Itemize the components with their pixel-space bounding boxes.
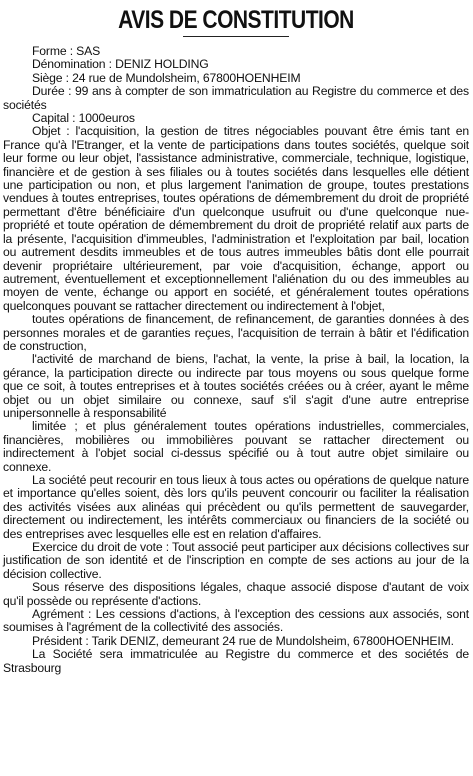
paragraph-limitee: limitée ; et plus généralement toutes opérations industrielles, commerciales, financières, mobilières ou immobilières pouvant se rattacher directement ou indirectement à l'objet social ci-dessus spécifié ou à tout autre objet similaire ou connexe. <box>3 419 469 474</box>
paragraph-forme: Forme : SAS <box>32 44 101 58</box>
paragraph-objet: Objet : l'acquisition, la gestion de titres négociables pouvant être émis tant en France qu'à l'Etranger, et la vente de participations dans toutes sociétés, quelque soit leur forme ou leur objet, l'assistance administrative, commerciale, technique, logistique, financière et de gestion à ses filiales ou à toutes sociétés dans lesquelles elle détient une participation ou non, et plus largement l'animation de groupe, toutes prestations vendues à toutes entreprises, toutes opérations de démembrement du droit de propriété permettant d'être bénéficiaire d'un quelconque usufruit ou d'une quelconque nue-propriété et toute opération de démembrement du droit de propriété relatif aux parts de la présente, l'acquisition d'immeubles, l'administration et l'exploitation par bail, location ou autrement desdits immeubles et de tous autres immeubles bâtis dont elle pourrait devenir propriétaire ultérieurement, par voie d'acquisition, échange, apport ou autrement, éventuellement et exceptionnellement l'aliénation du ou des immeubles au moyen de vente, échange ou apport en société, et généralement toutes opérations quelconques pouvant se rattacher directement ou indirectement à l'objet, <box>3 124 469 313</box>
notice-body <box>3 45 469 675</box>
paragraph-financement: toutes opérations de financement, de refinancement, de garanties données à des personnes morales et de garanties reçues, l'acquisition de terrain à bâtir et l'édification de construction, <box>3 312 469 353</box>
paragraph-immatriculation: La Société sera immatriculée au Registre du commerce et des sociétés de Strasbourg <box>3 647 469 675</box>
notice-title: AVIS DE CONSTITUTION <box>118 6 354 34</box>
paragraph-societe-actes: La société peut recourir en tous lieux à tous actes ou opérations de quelque nature et importance qu'elles soient, dès lors qu'ils peuvent concourir ou faciliter la réalisation des activités visées aux alinéas qui précèdent ou qu'ils permettent de sauvegarder, directement ou indirectement, les intérêts commerciaux ou financiers de la société ou des entreprises avec lesquelles elle est en relation d'affaires. <box>3 473 469 541</box>
paragraph-president: Président : Tarik DENIZ, demeurant 24 rue de Mundolsheim, 67800HOENHEIM. <box>32 633 454 648</box>
paragraph-reserve: Sous réserve des dispositions légales, chaque associé dispose d'autant de voix qu'il possède ou représente d'actions. <box>3 580 469 608</box>
paragraph-denomination: Dénomination : DENIZ HOLDING <box>32 57 209 72</box>
paragraph-agrement: Agrément : Les cessions d'actions, à l'exception des cessions aux associés, sont soumises à l'agrément de la collectivité des associés. <box>3 607 469 635</box>
paragraph-droit-de-vote: Exercice du droit de vote : Tout associé peut participer aux décisions collectives sur justification de son identité et de l'inscription en compte de ses actions au jour de la décision collective. <box>3 540 469 581</box>
paragraph-duree: Durée : 99 ans à compter de son immatriculation au Registre du commerce et des sociétés <box>3 84 469 112</box>
paragraph-capital: Capital : 1000euros <box>32 111 135 126</box>
title-underline <box>183 36 289 37</box>
paragraph-marchand-de-biens: l'activité de marchand de biens, l'achat, la vente, la prise à bail, la location, la gérance, la participation directe ou indirecte par tous moyens ou sous quelque forme que ce soit, à toutes entreprises et à toutes sociétés créées ou à créer, ayant le même objet ou un objet similaire ou connexe, sauf s'il s'agit d'une autre entreprise unipersonnelle à responsabilité <box>3 352 469 420</box>
paragraph-siege: Siège : 24 rue de Mundolsheim, 67800HOENHEIM <box>32 70 301 85</box>
